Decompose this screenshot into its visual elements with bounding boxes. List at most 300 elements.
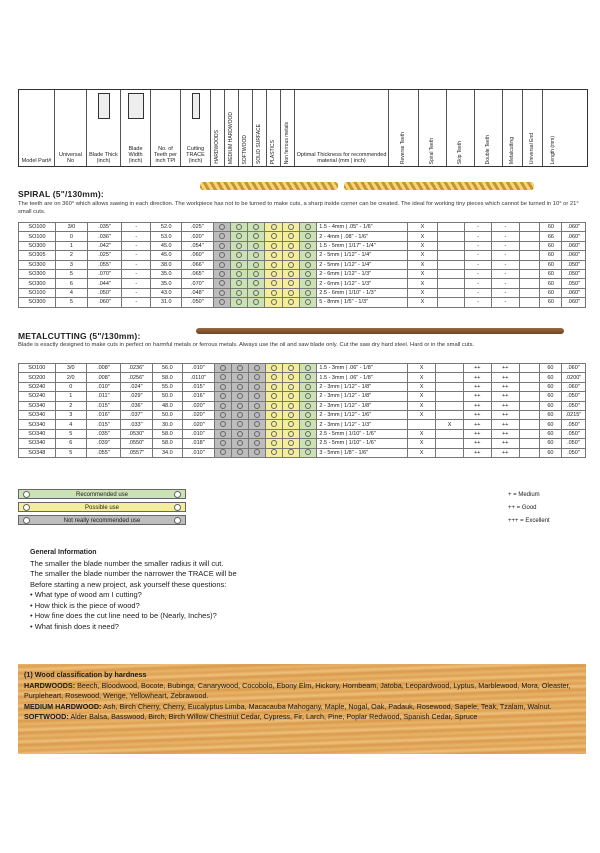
- cell-len: 60: [540, 401, 562, 410]
- frown-icon: [237, 412, 243, 418]
- cell-x2: [437, 298, 464, 307]
- rating-good: ++ = Good: [508, 505, 537, 511]
- frown-icon: [220, 421, 226, 427]
- cell-len: 60: [540, 298, 562, 307]
- cell-opt: 2 - 3mm | 1/12" - 1/6": [317, 410, 407, 419]
- cell-t: .050": [87, 288, 121, 297]
- col-tpi: No. of Teeth per inch TPI: [151, 90, 181, 166]
- table-row: [19, 260, 586, 269]
- suitability-cell: [266, 429, 283, 438]
- smile-icon: [23, 491, 30, 498]
- cell-len: 60: [540, 364, 562, 373]
- col-feat-3: Double Teeth: [475, 90, 503, 166]
- cell-x2: [436, 373, 463, 382]
- cell-x3: -: [464, 223, 491, 232]
- cell-w: -: [122, 260, 151, 269]
- frown-icon: [254, 403, 260, 409]
- suitability-cell: [230, 223, 247, 232]
- suitability-cell: [283, 439, 300, 448]
- suitability-cell: [265, 241, 282, 250]
- col-feat-0: Reverse Teeth: [389, 90, 419, 166]
- cell-model: SO340: [19, 429, 56, 438]
- suitability-cell: [266, 364, 283, 373]
- suitability-cell: [300, 429, 317, 438]
- cell-tpi: 31.0: [151, 298, 182, 307]
- cell-w: .029": [120, 392, 152, 401]
- cell-w: .0557": [120, 448, 152, 457]
- cell-x4: ++: [491, 410, 519, 419]
- frown-icon: [220, 440, 226, 446]
- suitability-cell: [248, 439, 265, 448]
- cell-x4: ++: [491, 439, 519, 448]
- empty-cell: [519, 364, 539, 373]
- smile-icon: [253, 299, 259, 305]
- suitability-cell: [248, 251, 265, 260]
- cell-x2: [436, 401, 463, 410]
- general-line: The smaller the blade number the narrower the TRACE will be: [30, 569, 237, 578]
- table-row: [19, 251, 586, 260]
- smile-icon: [253, 271, 259, 277]
- cell-code: .050": [561, 401, 585, 410]
- cell-t: .035": [87, 223, 121, 232]
- neutral-icon: [288, 252, 294, 258]
- suitability-cell: [230, 288, 247, 297]
- suitability-cell: [266, 401, 283, 410]
- cell-len: 60: [540, 251, 562, 260]
- neutral-icon: [271, 431, 277, 437]
- cell-x1: X: [407, 410, 436, 419]
- cell-x1: X: [408, 288, 437, 297]
- cell-x2: [436, 439, 463, 448]
- neutral-icon: [271, 243, 277, 249]
- frown-icon: [219, 262, 225, 268]
- suitability-cell: [282, 288, 299, 297]
- smile-icon: [253, 243, 259, 249]
- smile-icon: [236, 280, 242, 286]
- smile-icon: [305, 252, 311, 258]
- cell-tpi: 30.0: [152, 420, 183, 429]
- general-information: [30, 548, 430, 632]
- cell-code: .0200": [561, 373, 585, 382]
- cell-x1: X: [407, 382, 436, 391]
- cell-len: 60: [540, 392, 562, 401]
- suitability-cell: [230, 232, 247, 241]
- cell-uni: 1: [55, 392, 86, 401]
- smile-icon: [236, 271, 242, 277]
- cell-len: 60: [540, 279, 562, 288]
- medium-list: Ash, Birch Cherry, Cherry, Eucalyptus Limba, Macacauba Mahogany, Maple, Nogal, Oak, Padauk, Rosewood, Sapele, Teak, Tzalam, Walnut.: [103, 701, 552, 711]
- smile-icon: [236, 290, 242, 296]
- cell-c: .020": [182, 232, 213, 241]
- cell-x2: [436, 392, 463, 401]
- cell-c: .066": [182, 260, 213, 269]
- cell-t: .016": [86, 410, 120, 419]
- cell-c: .020": [183, 401, 215, 410]
- frown-icon: [219, 243, 225, 249]
- cell-x4: -: [492, 269, 519, 278]
- cell-x2: [437, 251, 464, 260]
- cell-x1: X: [408, 241, 437, 250]
- suitability-cell: [213, 251, 230, 260]
- suitability-cell: [214, 401, 231, 410]
- suitability-cell: [300, 269, 317, 278]
- suitability-cell: [248, 241, 265, 250]
- empty-cell: [519, 269, 540, 278]
- cell-model: SO100: [19, 223, 56, 232]
- empty-cell: [519, 401, 539, 410]
- cell-w: .0530": [120, 429, 152, 438]
- frown-icon: [237, 421, 243, 427]
- cell-x3: -: [464, 232, 491, 241]
- cell-opt: 3 - 5mm | 1/8" - 1/6": [317, 448, 407, 457]
- suitability-cell: [248, 448, 265, 457]
- cell-model: SO348: [19, 448, 56, 457]
- cell-uni: 2: [55, 251, 87, 260]
- col-model: Model Part#: [19, 90, 55, 166]
- suitability-cell: [213, 269, 230, 278]
- suitability-cell: [213, 241, 230, 250]
- suitability-cell: [282, 251, 299, 260]
- cell-code: .050": [562, 279, 586, 288]
- suitability-cell: [231, 410, 248, 419]
- cell-code: .050": [562, 260, 586, 269]
- frown-icon: [220, 393, 226, 399]
- cell-code: .050": [561, 420, 585, 429]
- table-row: [19, 232, 586, 241]
- frown-icon: [254, 440, 260, 446]
- frown-icon: [220, 403, 226, 409]
- cell-x4: -: [492, 288, 519, 297]
- cell-len: 66: [540, 232, 562, 241]
- cell-model: SO100: [19, 364, 56, 373]
- neutral-icon: [271, 440, 277, 446]
- neutral-icon: [288, 280, 294, 286]
- table-row: [19, 279, 586, 288]
- cell-x1: X: [407, 373, 436, 382]
- empty-cell: [519, 382, 539, 391]
- cell-model: SO300: [19, 241, 56, 250]
- neutral-icon: [288, 440, 294, 446]
- suitability-cell: [265, 269, 282, 278]
- suitability-cell: [214, 420, 231, 429]
- neutral-icon: [288, 449, 294, 455]
- cell-model: SO305: [19, 251, 56, 260]
- cell-x2: [437, 223, 464, 232]
- suitability-cell: [230, 260, 247, 269]
- table-row: [19, 410, 586, 419]
- cell-uni: 4: [55, 420, 86, 429]
- suitability-cell: [230, 298, 247, 307]
- suitability-cell: [213, 223, 230, 232]
- frown-icon: [237, 393, 243, 399]
- cell-x2: [437, 232, 464, 241]
- suitability-cell: [265, 260, 282, 269]
- neutral-icon: [288, 421, 294, 427]
- smile-icon: [236, 233, 242, 239]
- neutral-icon: [288, 243, 294, 249]
- suitability-cell: [230, 241, 247, 250]
- empty-cell: [519, 373, 539, 382]
- cell-x2: [436, 448, 463, 457]
- cell-x1: X: [408, 223, 437, 232]
- cell-opt: 2 - 5mm | 1/12" - 1/4": [317, 251, 408, 260]
- suitability-cell: [300, 382, 317, 391]
- wood-title: (1) Wood classification by hardness: [24, 670, 147, 679]
- frown-icon: [220, 449, 226, 455]
- rating-excellent: +++ = Excellent: [508, 518, 550, 524]
- smile-icon: [253, 280, 259, 286]
- cell-len: 60: [540, 260, 562, 269]
- general-line: • What type of wood am I cutting?: [30, 590, 142, 599]
- neutral-icon: [288, 271, 294, 277]
- suitability-cell: [214, 364, 231, 373]
- cell-opt: 1.5 - 5mm | 1/17" - 1/4": [317, 241, 408, 250]
- cell-w: -: [122, 288, 151, 297]
- cell-c: .054": [182, 241, 213, 250]
- empty-cell: [519, 241, 540, 250]
- frown-icon: [237, 431, 243, 437]
- smile-icon: [236, 243, 242, 249]
- cell-uni: 6: [55, 439, 86, 448]
- cell-x1: X: [407, 401, 436, 410]
- cell-uni: 5: [55, 429, 86, 438]
- cell-t: .036": [87, 232, 121, 241]
- cell-c: .025": [182, 223, 213, 232]
- frown-icon: [219, 233, 225, 239]
- cell-t: .035": [86, 429, 120, 438]
- smile-icon: [174, 491, 181, 498]
- cell-x3: ++: [463, 392, 491, 401]
- suitability-cell: [300, 420, 317, 429]
- table-row: [19, 223, 586, 232]
- suitability-cell: [282, 269, 299, 278]
- frown-icon: [219, 271, 225, 277]
- neutral-icon: [23, 504, 30, 511]
- cell-code: .060": [562, 241, 586, 250]
- cell-x1: X: [408, 232, 437, 241]
- cell-tpi: 38.0: [151, 260, 182, 269]
- table-header: [18, 89, 588, 167]
- table-row: [19, 420, 586, 429]
- frown-icon: [254, 412, 260, 418]
- cell-x3: ++: [463, 373, 491, 382]
- cell-x3: ++: [463, 439, 491, 448]
- cell-opt: 2.5 - 6mm | 1/10" - 1/3": [317, 288, 408, 297]
- empty-cell: [519, 448, 539, 457]
- table-row: [19, 382, 586, 391]
- suitability-cell: [266, 382, 283, 391]
- cell-t: .042": [87, 241, 121, 250]
- cell-w: .036": [120, 401, 152, 410]
- cell-tpi: 50.0: [152, 410, 183, 419]
- neutral-icon: [271, 262, 277, 268]
- general-line: The smaller the blade number the smaller radius it will cut.: [30, 558, 224, 568]
- neutral-icon: [271, 280, 277, 286]
- suitability-cell: [266, 373, 283, 382]
- frown-icon: [23, 517, 30, 524]
- suitability-cell: [300, 298, 317, 307]
- suitability-cell: [231, 448, 248, 457]
- suitability-cell: [265, 223, 282, 232]
- suitability-cell: [300, 392, 317, 401]
- empty-cell: [519, 279, 540, 288]
- neutral-icon: [271, 421, 277, 427]
- suitability-cell: [248, 392, 265, 401]
- frown-icon: [220, 384, 226, 390]
- cell-model: SO340: [19, 401, 56, 410]
- cell-x4: ++: [491, 429, 519, 438]
- neutral-icon: [288, 290, 294, 296]
- cell-t: .015": [86, 420, 120, 429]
- suitability-cell: [248, 279, 265, 288]
- cell-model: SO300: [19, 269, 56, 278]
- empty-cell: [519, 232, 540, 241]
- col-feat-6: Length (mm): [549, 135, 556, 164]
- smile-icon: [305, 393, 311, 399]
- suitability-cell: [266, 410, 283, 419]
- cell-x3: -: [464, 241, 491, 250]
- frown-icon: [237, 374, 243, 380]
- suitability-cell: [300, 251, 317, 260]
- table-row: [19, 241, 586, 250]
- cell-code: .0215": [561, 410, 585, 419]
- cell-t: .070": [87, 269, 121, 278]
- suitability-cell: [283, 373, 300, 382]
- suitability-cell: [266, 420, 283, 429]
- cell-model: SO200: [19, 373, 56, 382]
- cell-c: .048": [182, 288, 213, 297]
- cell-model: SO240: [19, 382, 56, 391]
- cell-code: .050": [561, 439, 585, 448]
- cell-tpi: 48.0: [152, 401, 183, 410]
- smile-icon: [253, 224, 259, 230]
- cell-x4: -: [492, 241, 519, 250]
- cell-model: SO300: [19, 279, 56, 288]
- cell-w: .0236": [120, 364, 152, 373]
- suitability-cell: [266, 448, 283, 457]
- cell-opt: 2.5 - 5mm | 1/10" - 1/6": [317, 439, 407, 448]
- neutral-icon: [288, 365, 294, 371]
- frown-icon: [237, 403, 243, 409]
- cell-opt: 2 - 5mm | 1/12" - 1/4": [317, 260, 408, 269]
- cell-uni: 1: [55, 241, 87, 250]
- cell-uni: 3: [55, 260, 87, 269]
- col-universal: Universal No: [55, 90, 87, 166]
- wood-classification: [18, 664, 586, 754]
- general-head: General Information: [30, 549, 97, 556]
- neutral-icon: [174, 504, 181, 511]
- cell-t: .010": [86, 382, 120, 391]
- smile-icon: [305, 440, 311, 446]
- cell-opt: 2 - 6mm | 1/12" - 1/3": [317, 269, 408, 278]
- suitability-cell: [214, 382, 231, 391]
- cell-tpi: 35.0: [151, 279, 182, 288]
- neutral-icon: [271, 393, 277, 399]
- empty-cell: [519, 288, 540, 297]
- smile-icon: [305, 365, 311, 371]
- suitability-cell: [231, 420, 248, 429]
- cell-tpi: 58.0: [152, 439, 183, 448]
- cell-model: SO300: [19, 260, 56, 269]
- cell-opt: 2.5 - 5mm | 1/10" - 1/6": [317, 429, 407, 438]
- empty-cell: [519, 429, 539, 438]
- suitability-cell: [230, 279, 247, 288]
- cell-uni: 5: [55, 298, 87, 307]
- suitability-cell: [248, 420, 265, 429]
- suitability-cell: [213, 232, 230, 241]
- neutral-icon: [288, 431, 294, 437]
- blade-width-icon: [128, 93, 144, 119]
- cell-x1: X: [408, 260, 437, 269]
- cell-x4: ++: [491, 382, 519, 391]
- cell-w: .0550": [120, 439, 152, 448]
- neutral-icon: [288, 403, 294, 409]
- general-line: • How fine does the cut line need to be (Nearly, Inches)?: [30, 611, 217, 620]
- suitability-cell: [214, 439, 231, 448]
- cell-opt: 1.5 - 3mm | .06" - 1/8": [317, 364, 407, 373]
- cell-x4: -: [492, 251, 519, 260]
- suitability-cell: [248, 269, 265, 278]
- cell-tpi: 55.0: [152, 382, 183, 391]
- cell-x1: X: [407, 364, 436, 373]
- frown-icon: [219, 252, 225, 258]
- metal-description: Blade is exactly designed to make cuts in perfect on harmful metals or ferrous metals. Always use the oil and saw blade only. Cut the saw dry hard steel. Hard or in the small cuts.: [18, 342, 475, 348]
- suitability-cell: [266, 392, 283, 401]
- cell-tpi: 50.0: [152, 392, 183, 401]
- col-feat-1: Spiral Teeth: [419, 90, 447, 166]
- cell-w: -: [122, 241, 151, 250]
- table-row: [19, 439, 586, 448]
- cell-t: .044": [87, 279, 121, 288]
- suitability-cell: [230, 269, 247, 278]
- cell-len: 60: [540, 382, 562, 391]
- cell-c: .060": [182, 251, 213, 260]
- col-thickness: Blade Thick (inch): [87, 90, 121, 166]
- smile-icon: [305, 299, 311, 305]
- suitability-cell: [300, 439, 317, 448]
- suitability-cell: [300, 410, 317, 419]
- cell-opt: 2 - 3mm | 1/12" - 1/8": [317, 382, 407, 391]
- smile-icon: [253, 233, 259, 239]
- table-row: [19, 429, 586, 438]
- cell-code: .060": [561, 382, 585, 391]
- cell-x4: ++: [491, 420, 519, 429]
- cell-c: .050": [182, 298, 213, 307]
- cell-c: .010": [183, 448, 215, 457]
- cell-tpi: 43.0: [151, 288, 182, 297]
- cell-x2: [437, 279, 464, 288]
- frown-icon: [219, 290, 225, 296]
- cell-model: SO340: [19, 439, 56, 448]
- cell-len: 60: [540, 439, 562, 448]
- cell-x3: ++: [463, 448, 491, 457]
- frown-icon: [254, 393, 260, 399]
- neutral-icon: [288, 224, 294, 230]
- smile-icon: [305, 421, 311, 427]
- cell-x3: ++: [463, 429, 491, 438]
- suitability-cell: [248, 298, 265, 307]
- cell-w: -: [122, 223, 151, 232]
- cell-tpi: 52.0: [151, 223, 182, 232]
- cell-x4: -: [492, 260, 519, 269]
- cell-len: 60: [540, 429, 562, 438]
- cell-t: .008": [86, 373, 120, 382]
- cell-x1: X: [407, 392, 436, 401]
- cell-t: .011": [86, 392, 120, 401]
- cell-opt: 2 - 3mm | 1/12" - 1/8": [317, 401, 407, 410]
- empty-cell: [519, 439, 539, 448]
- frown-icon: [254, 449, 260, 455]
